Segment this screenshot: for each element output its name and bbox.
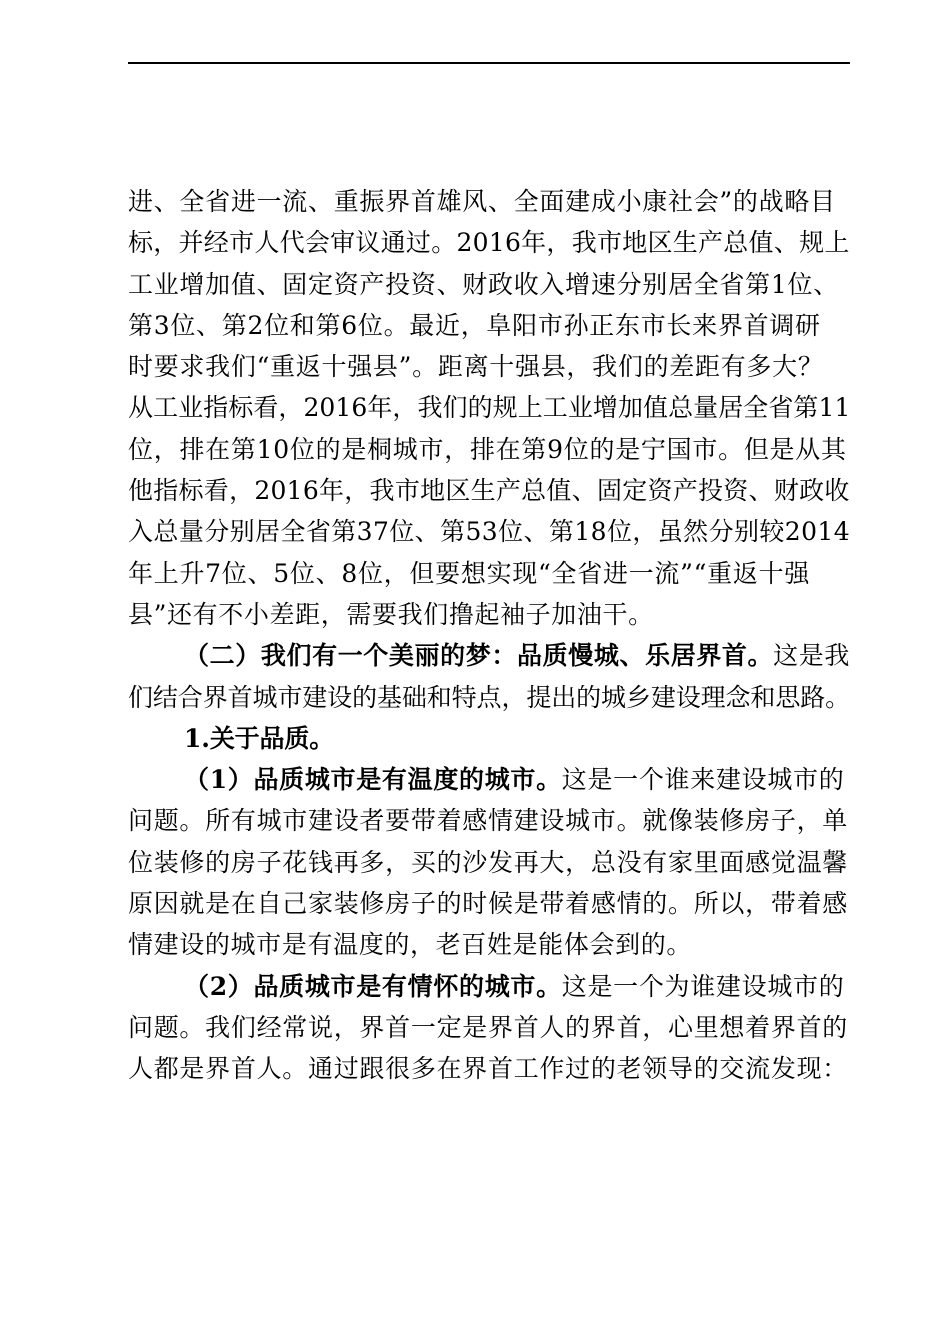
text-line [128, 800, 858, 841]
text-line [128, 718, 858, 759]
text-line [128, 635, 858, 676]
body-text: 问题。所有城市建设者要带着感情建设城市。就像装修房子，单 [128, 806, 849, 836]
text-line [128, 181, 858, 222]
text-line [128, 264, 858, 305]
bold-heading-text: （1）品质城市是有温度的城市。 [184, 765, 562, 795]
text-line [128, 387, 858, 428]
body-text: 从工业指标看，2016年，我们的规上工业增加值总量居全省第11 [128, 393, 851, 423]
text-line [128, 842, 858, 883]
bold-heading-text: （二）我们有一个美丽的梦：品质慢城、乐居界首。 [184, 641, 774, 671]
body-text: 县”还有不小差距，需要我们撸起袖子加油干。 [128, 599, 654, 629]
text-line [128, 1048, 858, 1089]
body-text: 问题。我们经常说，界首一定是界首人的界首，心里想着界首的 [128, 1012, 849, 1042]
text-line [128, 594, 858, 635]
text-line [128, 553, 858, 594]
body-text: 第3位、第2位和第6位。最近，阜阳市孙正东市长来界首调研 [128, 310, 821, 340]
body-text: 这是我 [773, 641, 851, 671]
text-line [128, 429, 858, 470]
body-text: 这是一个为谁建设城市的 [561, 971, 845, 1001]
text-line [128, 511, 858, 552]
body-text: 工业增加值、固定资产投资、财政收入增速分别居全省第1位、 [128, 269, 839, 299]
body-text: 位装修的房子花钱再多，买的沙发再大，总没有家里面感觉温馨 [128, 847, 849, 877]
text-line [128, 1007, 858, 1048]
text-line [128, 346, 858, 387]
document-body [128, 181, 858, 1090]
body-text: 入总量分别居全省第37位、第53位、第18位，虽然分别较2014 [128, 517, 851, 547]
text-line [128, 222, 858, 263]
body-text: 位，排在第10位的是桐城市，排在第9位的是宁国市。但是从其 [128, 434, 847, 464]
text-line [128, 677, 858, 718]
text-line [128, 966, 858, 1007]
body-text: 他指标看，2016年，我市地区生产总值、固定资产投资、财政收 [128, 476, 850, 506]
body-text: 标，并经市人代会审议通过。2016年，我市地区生产总值、规上 [128, 228, 850, 258]
bold-heading-text: （2）品质城市是有情怀的城市。 [184, 971, 562, 1001]
body-text: 原因就是在自己家装修房子的时候是带着感情的。所以，带着感 [128, 889, 849, 919]
text-line [128, 924, 858, 965]
body-text: 年上升7位、5位、8位，但要想实现“全省进一流”“重返十强 [128, 558, 811, 588]
body-text: 情建设的城市是有温度的，老百姓是能体会到的。 [128, 930, 693, 960]
body-text: 时要求我们“重返十强县”。距离十强县，我们的差距有多大？ [128, 352, 824, 382]
bold-heading-text: 1.关于品质。 [184, 723, 335, 753]
body-text: 们结合界首城市建设的基础和特点，提出的城乡建设理念和思路。 [128, 682, 851, 712]
body-text: 进、全省进一流、重振界首雄风、全面建成小康社会”的战略目 [128, 187, 836, 216]
text-line [128, 759, 858, 800]
text-line [128, 470, 858, 511]
body-text: 这是一个谁来建设城市的 [561, 765, 845, 795]
header-rule [128, 62, 850, 64]
body-text: 人都是界首人。通过跟很多在界首工作过的老领导的交流发现： [128, 1054, 849, 1084]
text-line [128, 883, 858, 924]
text-line [128, 305, 858, 346]
